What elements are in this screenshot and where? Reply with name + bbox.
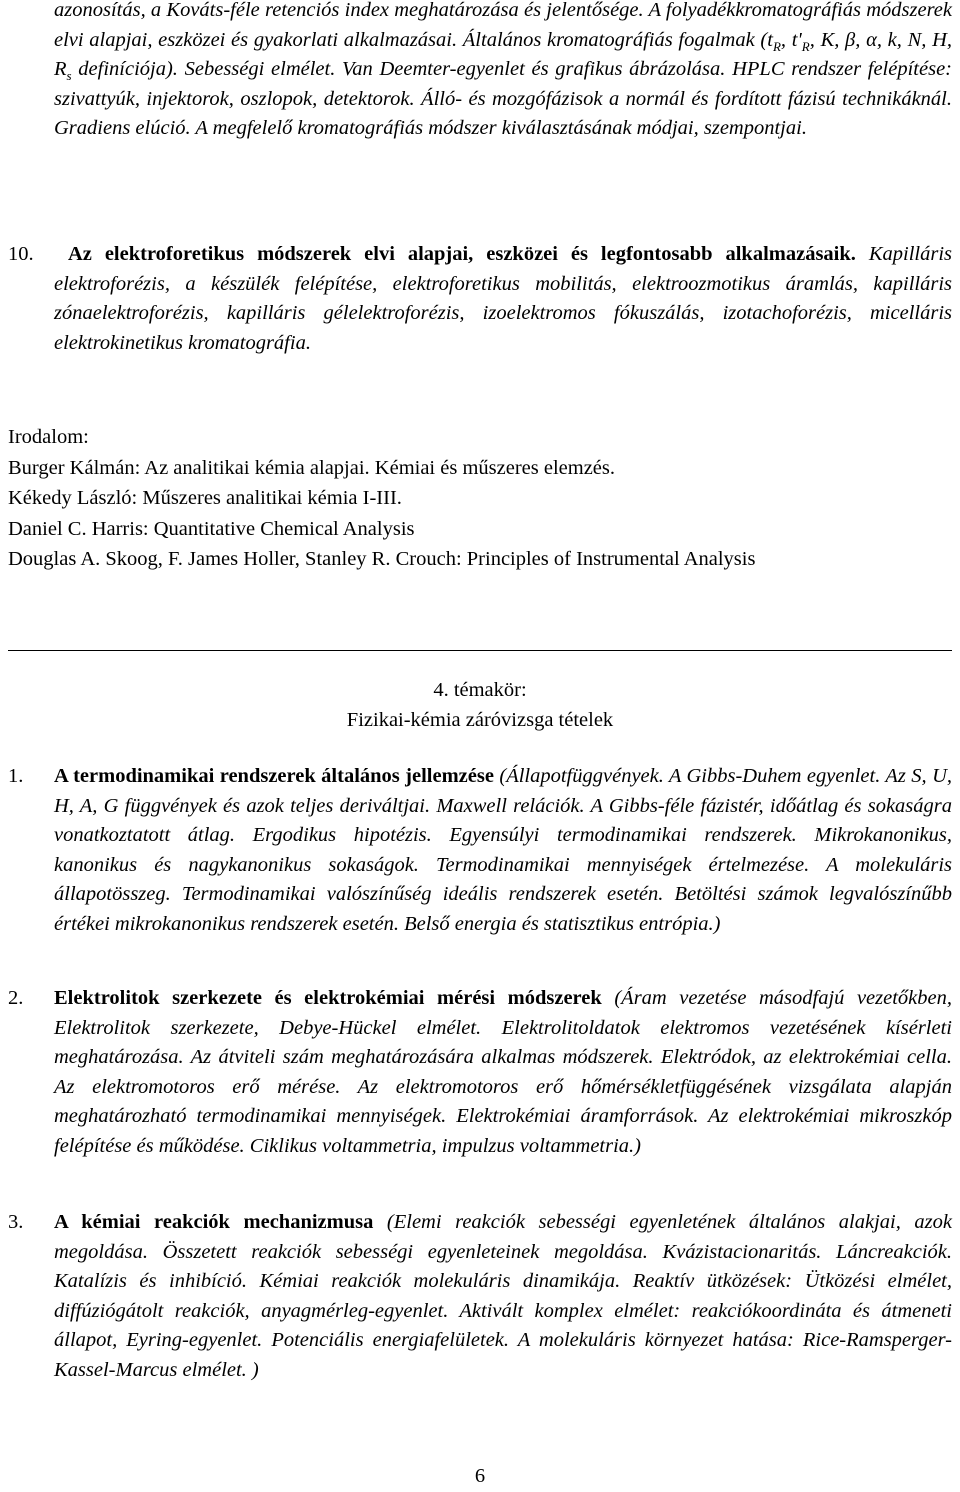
item-title: Elektrolitok szerkezete és elektrokémiai mérési módszerek	[54, 987, 602, 1009]
exam-item	[54, 984, 952, 1161]
literature-entry: Kékedy László: Műszeres analitikai kémia I-III.	[8, 487, 402, 509]
exam-item	[54, 762, 952, 939]
item-title: A kémiai reakciók mechanizmusa	[54, 1211, 374, 1233]
item-number: 2.	[8, 987, 24, 1009]
item-body: (Elemi reakciók sebességi egyenletének általános alakjai, azok megoldása. Összetett reakciók sebességi egyenleteinek megoldása. Kvázistacionaritás. Láncreakciók. Katalízis és inhibíció. Kémiai reakciók molekuláris dinamikája. Reaktív ütközések: Ütközési elmélet, diffúziógátolt reakciók, anyagmérleg-egyenlet. Aktivált komplex elmélet: reakciókoordináta és átmeneti állapot, Eyring-egyenlet. Potenciális energiafelületek. A molekuláris környezet hatása: Rice-Ramsperger-Kassel-Marcus elmélet. )	[54, 1211, 952, 1381]
exam-item	[54, 1208, 952, 1385]
section-number: 4. témakör:	[433, 679, 527, 701]
item-title: Az elektroforetikus módszerek elvi alapjai, eszközei és legfontosabb alkalmazásaik.	[68, 243, 856, 265]
item-body: (Áram vezetése másodfajú vezetőkben, Elektrolitok szerkezete, Debye-Hückel elmélet. Elektrolitoldatok elektromos vezetésének kísérleti meghatározása. Az átviteli szám meghatározására alkalmas módszerek. Elektródok, az elektrokémiai cella. Az elektromotoros erő mérése. Az elektromotoros erő hőmérsékletfüggésének vizsgálata alapján meghatározható termodinamikai mennyiségek. Elektrokémiai áramforrások. Az elektrokémiai mikroszkóp felépítése és működése. Ciklikus voltammetria, impulzus voltammetria.)	[54, 987, 953, 1157]
literature-heading: Irodalom:	[8, 426, 89, 448]
electrophoresis-item	[54, 240, 952, 358]
literature-entry: Douglas A. Skoog, F. James Holler, Stanley R. Crouch: Principles of Instrumental Analysis	[8, 548, 756, 570]
section-title: Fizikai-kémia záróvizsga tételek	[346, 709, 614, 731]
item-body: Kapilláris elektroforézis, a készülék felépítése, elektroforetikus mobilitás, elektroozmotikus áramlás, kapilláris zónaelektroforézis, kapilláris gélelektroforézis, izoelektromos fókuszálás, izotachoforézis, micelláris elektrokinetikus kromatográfia.	[54, 243, 952, 354]
literature-entry: Daniel C. Harris: Quantitative Chemical Analysis	[8, 517, 415, 540]
chromatography-paragraph: azonosítás, a Kováts-féle retenciós index meghatározása és jelentősége. A folyadékkromatográfiás módszerek elvi alapjai, eszközei és gyakorlati alkalmazásai. Általános kromatográfiás fogalmak ($t_R$, $t'_R$, K, β, α, k, N, H, $R_s$ definíciója). Sebességi elmélet. Van Deemter-egyenlet és grafikus ábrázolása. HPLC rendszer felépítése: szivattyúk, injektorok, oszlopok, detektorok. Álló- és mozgófázisok a normál és fordított fázisú technikáknál. Gradiens elúció. A megfelelő kromatográfiás módszer kiválasztásának módjai, szempontjai.	[54, 0, 952, 139]
item-number: 10.	[8, 243, 34, 265]
item-body: (Állapotfüggvények. A Gibbs-Duhem egyenlet. Az S, U, H, A, G függvények és azok teljes deriváltjai. Maxwell relációk. A Gibbs-féle fázistér, időátlag és sokaságra vonatkoztatott átlag. Ergodikus hipotézis. Egyensúlyi termodinamikai rendszerek. Mikrokanonikus, kanonikus és nagykanonikus sokaságok. Termodinamikai mennyiségek értelmezése. A molekuláris állapotösszeg. Termodinamikai valószínűség ideális rendszerek esetén. Betöltési számok legvalószínűbb értékei mikrokanonikus rendszerek esetén. Belső energia és statisztikus entrópia.)	[54, 765, 952, 935]
literature-entry: Burger Kálmán: Az analitikai kémia alapjai. Kémiai és műszeres elemzés.	[8, 456, 615, 479]
literature-block	[8, 422, 755, 575]
item-title: A termodinamikai rendszerek általános jellemzése	[54, 765, 494, 787]
item-number: 1.	[8, 765, 24, 787]
item-number: 3.	[8, 1211, 24, 1233]
page-number: 6	[474, 1465, 486, 1487]
section-divider	[8, 650, 952, 651]
